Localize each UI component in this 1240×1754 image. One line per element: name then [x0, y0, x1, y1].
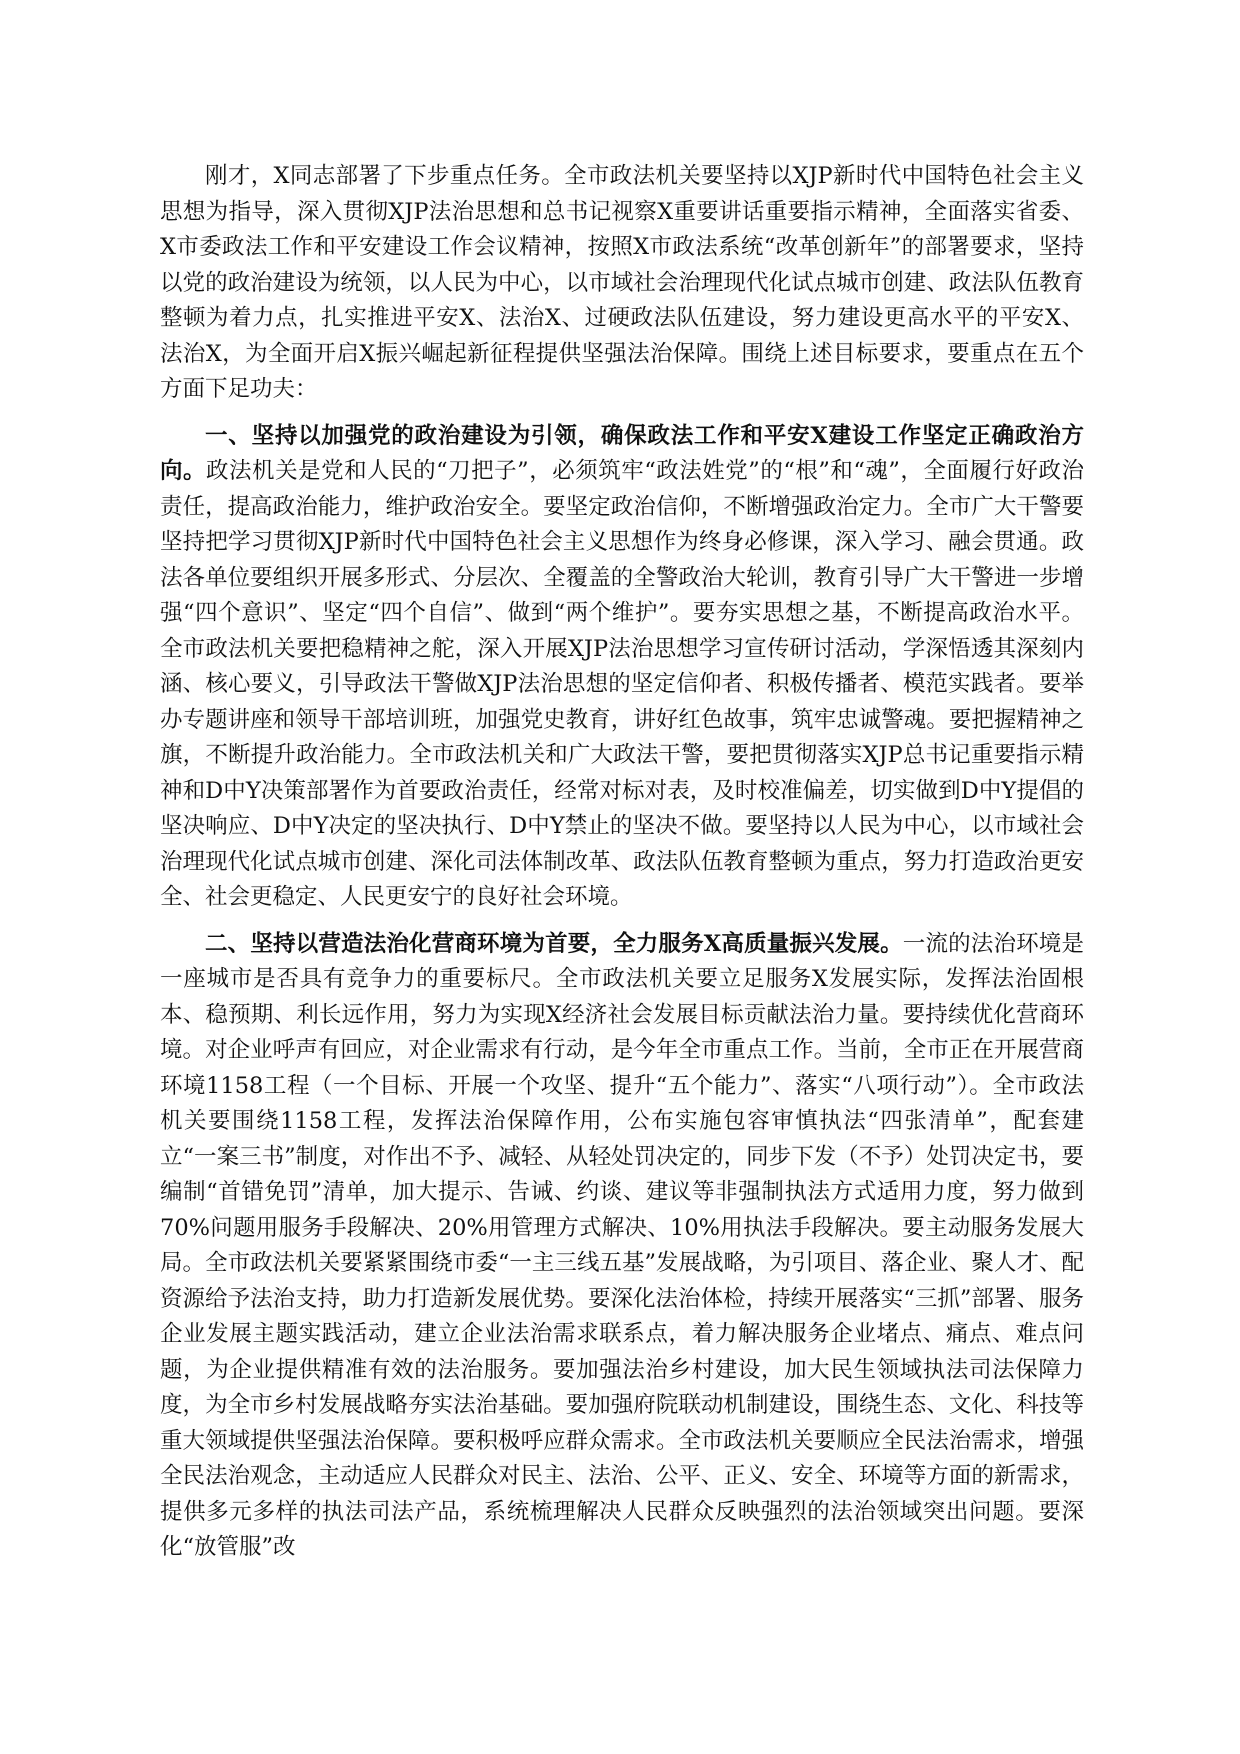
paragraph-text: 一流的法治环境是一座城市是否具有竞争力的重要标尺。全市政法机关要立足服务X发展实际，发挥法治固根本、稳预期、利长远作用，努力为实现X经济社会发展目标贡献法治力量。要持续优化营商环境。对企业呼声有回应，对企业需求有行动，是今年全市重点工作。当前，全市正在开展营商环境1158工程（一个目标、开展一个攻坚、提升“五个能力”、落实“八项行动”）。全市政法机关要围绕1158工程，发挥法治保障作用，公布实施包容审慎执法“四张清单”，配套建立“一案三书”制度，对作出不予、减轻、从轻处罚决定的，同步下发（不予）处罚决定书，要编制“首错免罚”清单，加大提示、告诫、约谈、建议等非强制执法方式适用力度，努力做到70%问题用服务手段解决、20%用管理方式解决、10%用执法手段解决。要主动服务发展大局。全市政法机关要紧紧围绕市委“一主三线五基”发展战略，为引项目、落企业、聚人才、配资源给予法治支持，助力打造新发展优势。要深化法治体检，持续开展落实“三抓”部署、服务企业发展主题实践活动，建立企业法治需求联系点，着力解决服务企业堵点、痛点、难点问题，为企业提供精准有效的法治服务。要加强法治乡村建设，加大民生领域执法司法保障力度，为全市乡村发展战略夯实法治基础。要加强府院联动机制建设，围绕生态、文化、科技等重大领域提供坚强法治保障。要积极呼应群众需求。全市政法机关要顺应全民法治需求，增强全民法治观念，主动适应人民群众对民主、法治、公平、正义、安全、环境等方面的新需求，提供多元多样的执法司法产品，系统梳理解决人民群众反映强烈的法治领域突出问题。要深化“放管服”改 — [160, 930, 1084, 1560]
paragraph-text: 刚才，X同志部署了下步重点任务。全市政法机关要坚持以XJP新时代中国特色社会主义思想为指导，深入贯彻XJP法治思想和总书记视察X重要讲话重要指示精神，全面落实省委、X市委政法工作和平安建设工作会议精神，按照X市政法系统“改革创新年”的部署要求，坚持以党的政治建设为统领，以人民为中心，以市域社会治理现代化试点城市创建、政法队伍教育整顿为着力点，扎实推进平安X、法治X、过硬政法队伍建设，努力建设更高水平的平安X、法治X，为全面开启X振兴崛起新征程提供坚强法治保障。围绕上述目标要求，要重点在五个方面下足功夫： — [160, 163, 1084, 402]
section-heading: 二、坚持以营造法治化营商环境为首要，全力服务X高质量振兴发展。 — [205, 930, 903, 957]
paragraph-section-1 — [160, 419, 1084, 916]
paragraph-section-2 — [160, 927, 1084, 1566]
paragraph-text: 政法机关是党和人民的“刀把子”，必须筑牢“政法姓党”的“根”和“魂”，全面履行好政治责任，提高政治能力，维护政治安全。要坚定政治信仰，不断增强政治定力。全市广大干警要坚持把学习贯彻XJP新时代中国特色社会主义思想作为终身必修课，深入学习、融会贯通。政法各单位要组织开展多形式、分层次、全覆盖的全警政治大轮训，教育引导广大干警进一步增强“四个意识”、坚定“四个自信”、做到“两个维护”。要夯实思想之基，不断提高政治水平。全市政法机关要把稳精神之舵，深入开展XJP法治思想学习宣传研讨活动，学深悟透其深刻内涵、核心要义，引导政法干警做XJP法治思想的坚定信仰者、积极传播者、模范实践者。要举办专题讲座和领导干部培训班，加强党史教育，讲好红色故事，筑牢忠诚警魂。要把握精神之旗，不断提升政治能力。全市政法机关和广大政法干警，要把贯彻落实XJP总书记重要指示精神和D中Y决策部署作为首要政治责任，经常对标对表，及时校准偏差，切实做到D中Y提倡的坚决响应、D中Y决定的坚决执行、D中Y禁止的坚决不做。要坚持以人民为中心，以市域社会治理现代化试点城市创建、深化司法体制改革、政法队伍教育整顿为重点，努力打造政治更安全、社会更稳定、人民更安宁的良好社会环境。 — [160, 458, 1084, 910]
document-body — [160, 159, 1084, 1577]
paragraph-intro — [160, 159, 1084, 408]
section-heading: 一、坚持以加强党的政治建设为引领，确保政法工作和平安X建设工作坚定正确政治方向。 — [160, 422, 1084, 484]
